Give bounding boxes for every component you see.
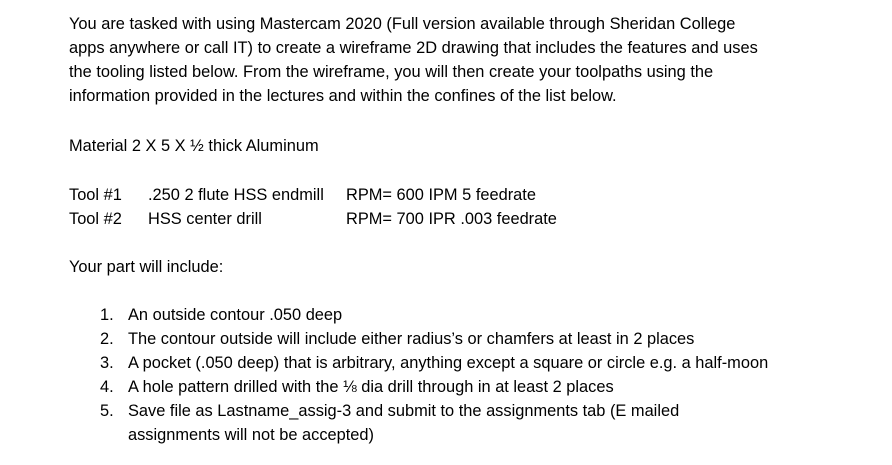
material-spec: Material 2 X 5 X ½ thick Aluminum [69, 137, 319, 155]
intro-line: apps anywhere or call IT) to create a wireframe 2D drawing that includes the features and uses [69, 39, 758, 57]
list-number: 4. [100, 378, 114, 396]
list-number: 3. [100, 354, 114, 372]
list-text: An outside contour .050 deep [128, 306, 343, 324]
list-item [100, 303, 892, 327]
list-item [100, 351, 892, 375]
list-text: A pocket (.050 deep) that is arbitrary, anything except a square or circle e.g. a half-moon [128, 354, 769, 372]
list-item [100, 399, 892, 447]
intro-line: You are tasked with using Mastercam 2020 (Full version available through Sheridan College [69, 15, 736, 33]
tool-row [69, 183, 869, 207]
part-heading: Your part will include: [69, 258, 224, 276]
list-number: 1. [100, 306, 114, 324]
tool-id: Tool #2 [69, 210, 122, 228]
tool-parameters: RPM= 700 IPR .003 feedrate [346, 210, 557, 228]
list-number: 2. [100, 330, 114, 348]
document-body [69, 12, 869, 447]
list-item [100, 327, 892, 351]
list-text: The contour outside will include either radius’s or chamfers at least in 2 places [128, 330, 695, 348]
requirements-list [100, 303, 892, 447]
intro-line: the tooling listed below. From the wireframe, you will then create your toolpaths using the [69, 63, 714, 81]
tool-list [69, 183, 869, 231]
tool-description: .250 2 flute HSS endmill [148, 186, 324, 204]
list-item [100, 375, 892, 399]
tool-id: Tool #1 [69, 186, 122, 204]
list-number: 5. [100, 402, 114, 420]
intro-line: information provided in the lectures and within the confines of the list below. [69, 87, 617, 105]
list-text: Save file as Lastname_assig-3 and submit to the assignments tab (E mailed assignments will not be accepted) [128, 402, 680, 444]
list-text: A hole pattern drilled with the ⅛ dia drill through in at least 2 places [128, 378, 614, 396]
tool-parameters: RPM= 600 IPM 5 feedrate [346, 186, 536, 204]
tool-row [69, 207, 869, 231]
intro-paragraph [69, 12, 869, 108]
tool-description: HSS center drill [148, 210, 262, 228]
